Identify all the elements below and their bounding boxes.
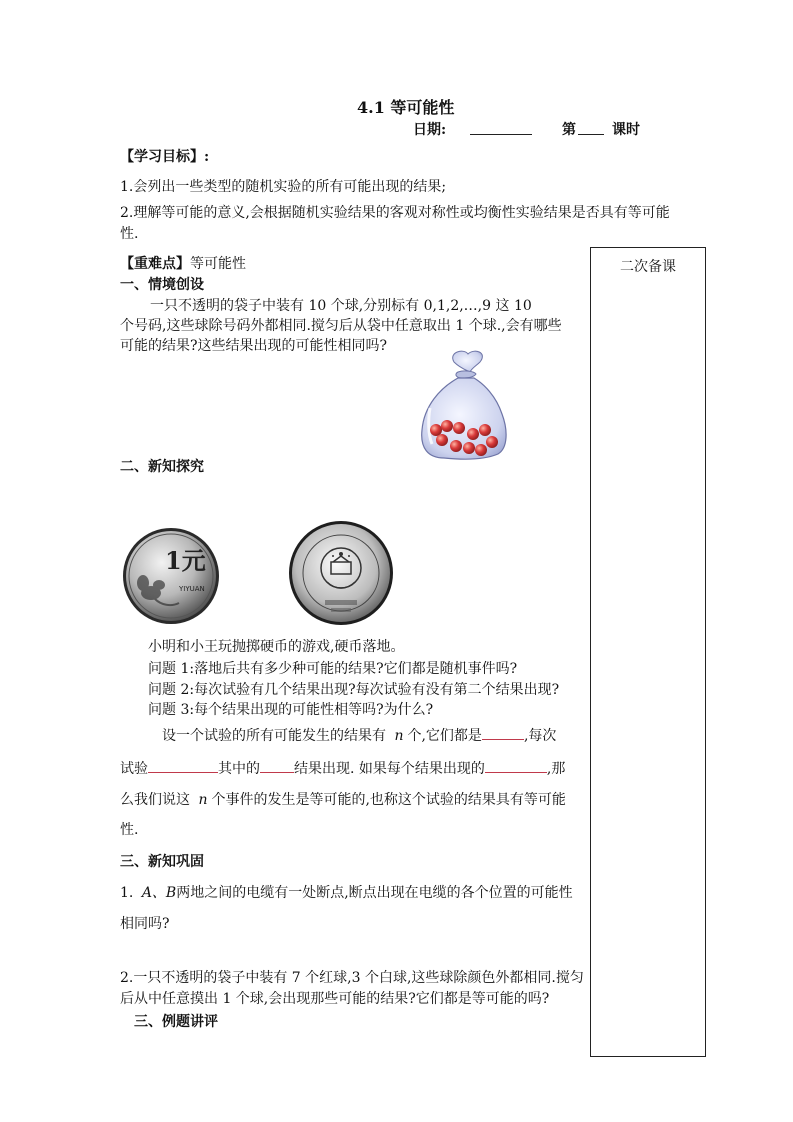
ball-bag-illustration xyxy=(418,348,508,464)
practice-question-1-line-1 xyxy=(120,882,573,902)
definition-text: 设一个试验的所有可能发生的结果有 xyxy=(162,728,386,744)
key-points-text: 等可能性 xyxy=(190,256,246,272)
variable-n: n xyxy=(394,728,404,744)
secondary-prep-box[interactable] xyxy=(590,247,706,1057)
lesson-number-blank[interactable] xyxy=(578,134,604,135)
page-title: 4.1 等可能性 xyxy=(357,98,455,117)
section-3-heading: 三、新知巩固 xyxy=(120,854,204,870)
lesson-suffix: 课时 xyxy=(612,122,640,138)
definition-line-4: 性. xyxy=(120,822,139,838)
definition-text: 么我们说这 xyxy=(120,792,190,808)
fill-blank-4[interactable] xyxy=(485,758,547,773)
places-ab: A、B xyxy=(141,885,177,901)
key-points-label: 【重难点】 xyxy=(120,256,190,272)
question-number: 1. xyxy=(120,885,134,901)
section-4-heading: 三、例题讲评 xyxy=(134,1014,218,1030)
fill-blank-1[interactable] xyxy=(482,725,524,740)
objective-item-1: 1.会列出一些类型的随机实验的所有可能出现的结果; xyxy=(120,179,447,195)
practice-question-2-line-2: 后从中任意摸出 1 个球,会出现那些可能的结果?它们都是等可能的吗? xyxy=(120,991,550,1007)
objectives-heading: 【学习目标】: xyxy=(120,149,210,165)
objective-item-2-line-2: 性. xyxy=(120,226,139,242)
definition-line-1 xyxy=(162,725,556,745)
fill-blank-2[interactable] xyxy=(148,758,218,773)
definition-text: 个事件的发生是等可能的,也称这个试验的结果具有等可能 xyxy=(211,792,566,808)
coin-front-text: YIYUAN xyxy=(179,585,205,593)
question-3: 问题 3:每个结果出现的可能性相等吗?为什么? xyxy=(148,702,434,718)
coin-game-intro: 小明和小王玩抛掷硬币的游戏,硬币落地。 xyxy=(148,639,405,655)
date-blank[interactable] xyxy=(470,134,532,135)
coin-back-image xyxy=(287,520,395,626)
definition-text: ,那 xyxy=(546,761,566,777)
secondary-prep-title: 二次备课 xyxy=(620,259,676,275)
definition-line-2 xyxy=(120,758,565,778)
section-2-heading: 二、新知探究 xyxy=(120,459,204,475)
practice-question-2-line-1: 2.一只不透明的袋子中装有 7 个红球,3 个白球,这些球除颜色外都相同.搅匀 xyxy=(120,970,584,986)
coin-front-image xyxy=(121,527,223,627)
definition-text: 结果出现. 如果每个结果出现的 xyxy=(294,761,485,777)
definition-text: 个,它们都是 xyxy=(407,728,482,744)
definition-text: ,每次 xyxy=(523,728,557,744)
lesson-prefix: 第 xyxy=(562,122,576,138)
definition-text: 其中的 xyxy=(218,761,260,777)
key-points xyxy=(120,253,246,273)
question-2: 问题 2:每次试验有几个结果出现?每次试验有没有第二个结果出现? xyxy=(148,682,560,698)
section-1-heading: 一、情境创设 xyxy=(120,277,204,293)
variable-n: n xyxy=(198,792,208,808)
question-1: 问题 1:落地后共有多少种可能的结果?它们都是随机事件吗? xyxy=(148,661,518,677)
coin-front-value: 1元 xyxy=(165,546,206,575)
objective-item-2-line-1: 2.理解等可能的意义,会根据随机实验结果的客观对称性或均衡性实验结果是否具有等可能 xyxy=(120,205,670,221)
fill-blank-3[interactable] xyxy=(260,758,294,773)
section-1-paragraph-line-2: 个号码,这些球除号码外都相同.搅匀后从袋中任意取出 1 个球.,会有哪些 xyxy=(120,318,562,334)
section-1-paragraph-line-3: 可能的结果?这些结果出现的可能性相同吗? xyxy=(120,338,388,354)
definition-line-3 xyxy=(120,789,566,809)
practice-question-1-line-2: 相同吗? xyxy=(120,916,170,932)
definition-text: 试验 xyxy=(120,761,148,777)
date-label: 日期: xyxy=(413,122,447,138)
question-text: 两地之间的电缆有一处断点,断点出现在电缆的各个位置的可能性 xyxy=(176,885,573,901)
section-1-paragraph-line-1: 一只不透明的袋子中装有 10 个球,分别标有 0,1,2,…,9 这 10 xyxy=(150,298,532,314)
